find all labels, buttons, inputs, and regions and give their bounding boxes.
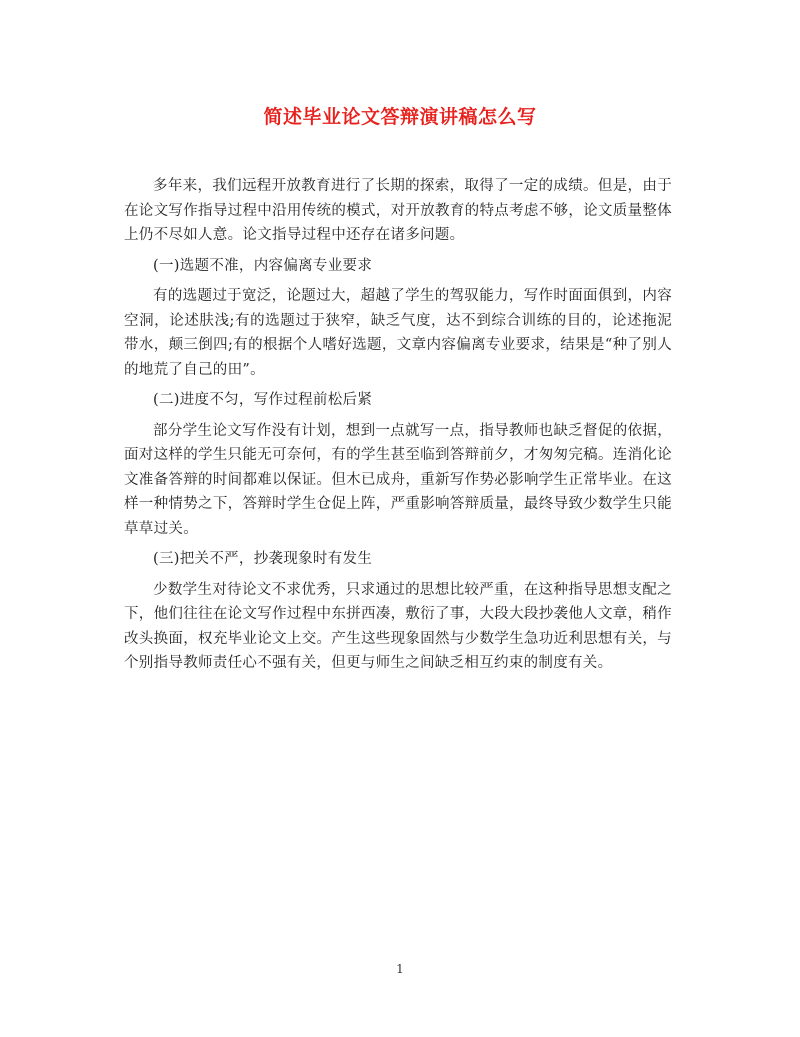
- paragraph-section-1: 有的选题过于宽泛，论题过大，超越了学生的驾驭能力，写作时面面俱到，内容空洞，论述肤浅;有的选题过于狭窄，缺乏气度，达不到综合训练的目的，论述拖泥带水，颠三倒四;有的根据个人嗜好选题，文章内容偏离专业要求，结果是“种了别人的地荒了自己的田”。: [124, 288, 672, 378]
- section-heading-2: (二)进度不匀，写作过程前松后紧: [153, 392, 373, 408]
- document-body: [124, 174, 672, 682]
- paragraph-section-3: 少数学生对待论文不求优秀，只求通过的思想比较严重，在这种指导思想支配之下，他们往往在论文写作过程中东拼西凑，敷衍了事，大段大段抄袭他人文章，稍作改头换面，权充毕业论文上交。产生这些现象固然与少数学生急功近利思想有关，与个别指导教师责任心不强有关，但更与师生之间缺乏相互约束的制度有关。: [124, 581, 672, 671]
- section-heading-1: (一)选题不准，内容偏离专业要求: [153, 257, 373, 274]
- section-heading-3: (三)把关不严，抄袭现象时有发生: [153, 551, 373, 567]
- paragraph-intro: 多年来，我们远程开放教育进行了长期的探索，取得了一定的成绩。但是，由于在论文写作指导过程中沿用传统的模式，对开放教育的特点考虑不够，论文质量整体上仍不尽如人意。论文指导过程中还存在诸多问题。: [124, 178, 672, 243]
- document-title: 简述毕业论文答辩演讲稿怎么写: [263, 106, 537, 128]
- paragraph-section-2: 部分学生论文写作没有计划，想到一点就写一点，指导教师也缺乏督促的依据，面对这样的学生只能无可奈何，有的学生甚至临到答辩前夕，才匆匆完稿。连消化论文准备答辩的时间都难以保证。但木已成舟，重新写作势必影响学生正常毕业。在这样一种情势之下，答辩时学生仓促上阵，严重影响答辩质量，最终导致少数学生只能草草过关。: [124, 422, 672, 537]
- page-number: 1: [396, 962, 404, 976]
